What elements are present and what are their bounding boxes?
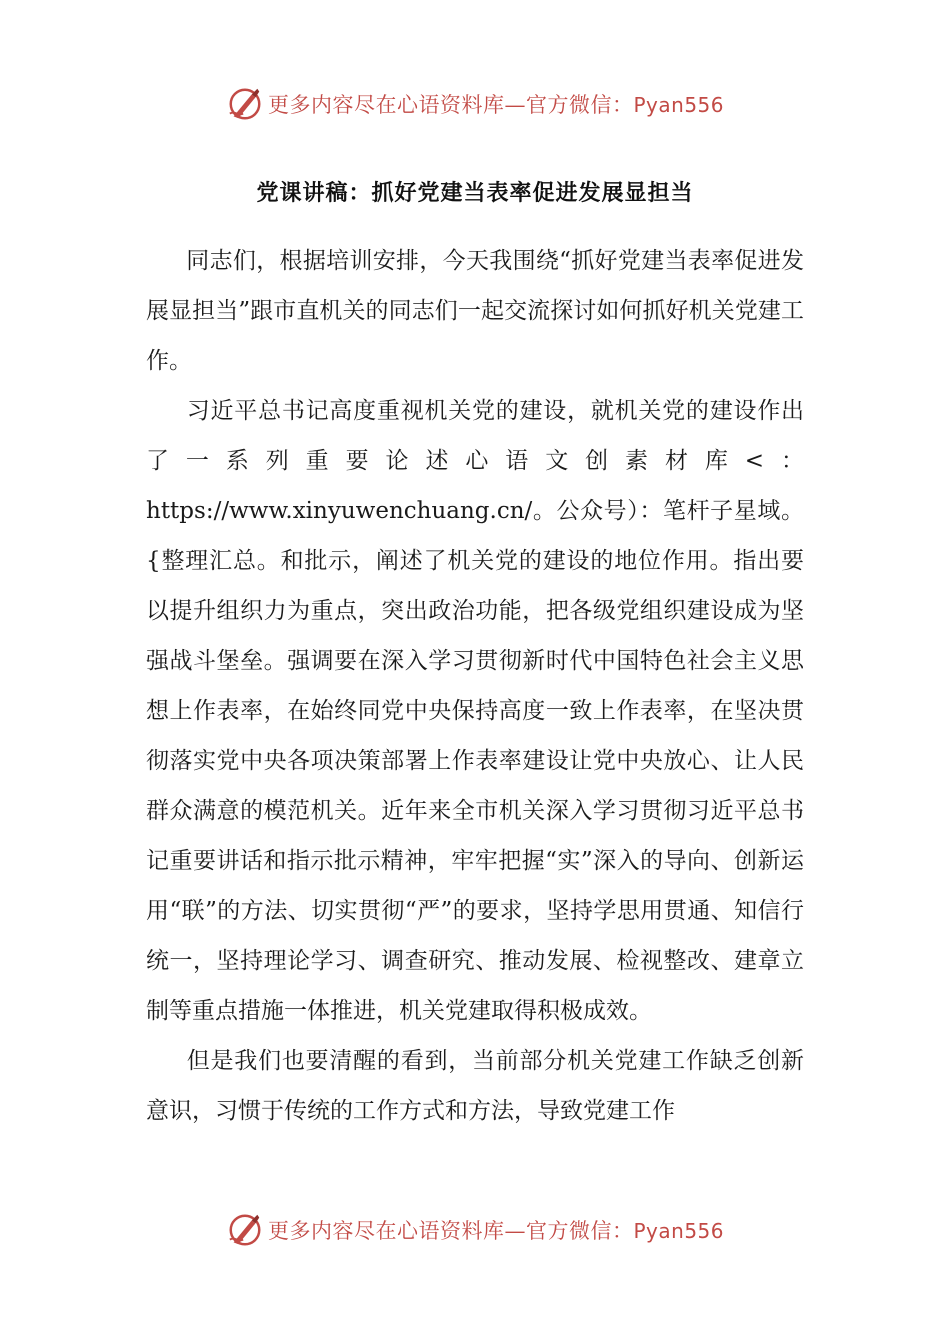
- document-title: 党课讲稿：抓好党建当表率促进发展显担当: [256, 180, 694, 206]
- header-banner: [0, 82, 950, 126]
- footer-banner: [0, 1208, 950, 1252]
- banner-text: 更多内容尽在心语资料库—官方微信：Pyan556: [267, 93, 724, 117]
- wechat-id: Pyan556: [633, 93, 724, 117]
- paragraph: 但是我们也要清醒的看到，当前部分机关党建工作缺乏创新意识，习惯于传统的工作方式和方法，导致党建工作: [146, 1048, 804, 1124]
- banner-text: 更多内容尽在心语资料库—官方微信：Pyan556: [267, 1219, 724, 1243]
- pen-logo-icon: [226, 1211, 264, 1249]
- document-body: [146, 236, 804, 1136]
- wechat-id: Pyan556: [633, 1219, 724, 1243]
- paragraph: 习近平总书记高度重视机关党的建设，就机关党的建设作出了一系列重要论述心语文创素材库<：https://www.xinyuwenchuang.cn/。公众号）：笔杆子星域。{整理汇总。和批示，阐述了机关党的建设的地位作用。指出要以提升组织力为重点，突出政治功能，把各级党组织建设成为坚强战斗堡垒。强调要在深入学习贯彻新时代中国特色社会主义思想上作表率，在始终同党中央保持高度一致上作表率，在坚决贯彻落实党中央各项决策部署上作表率建设让党中央放心、让人民群众满意的模范机关。近年来全市机关深入学习贯彻习近平总书记重要讲话和指示批示精神，牢牢把握“实”深入的导向、创新运用“联”的方法、切实贯彻“严”的要求，坚持学思用贯通、知信行统一，坚持理论学习、调查研究、推动发展、检视整改、建章立制等重点措施一体推进，机关党建取得积极成效。: [146, 398, 804, 1024]
- paragraph: 同志们，根据培训安排，今天我围绕“抓好党建当表率促进发展显担当”跟市直机关的同志们一起交流探讨如何抓好机关党建工作。: [146, 248, 804, 374]
- pen-logo-icon: [226, 85, 264, 123]
